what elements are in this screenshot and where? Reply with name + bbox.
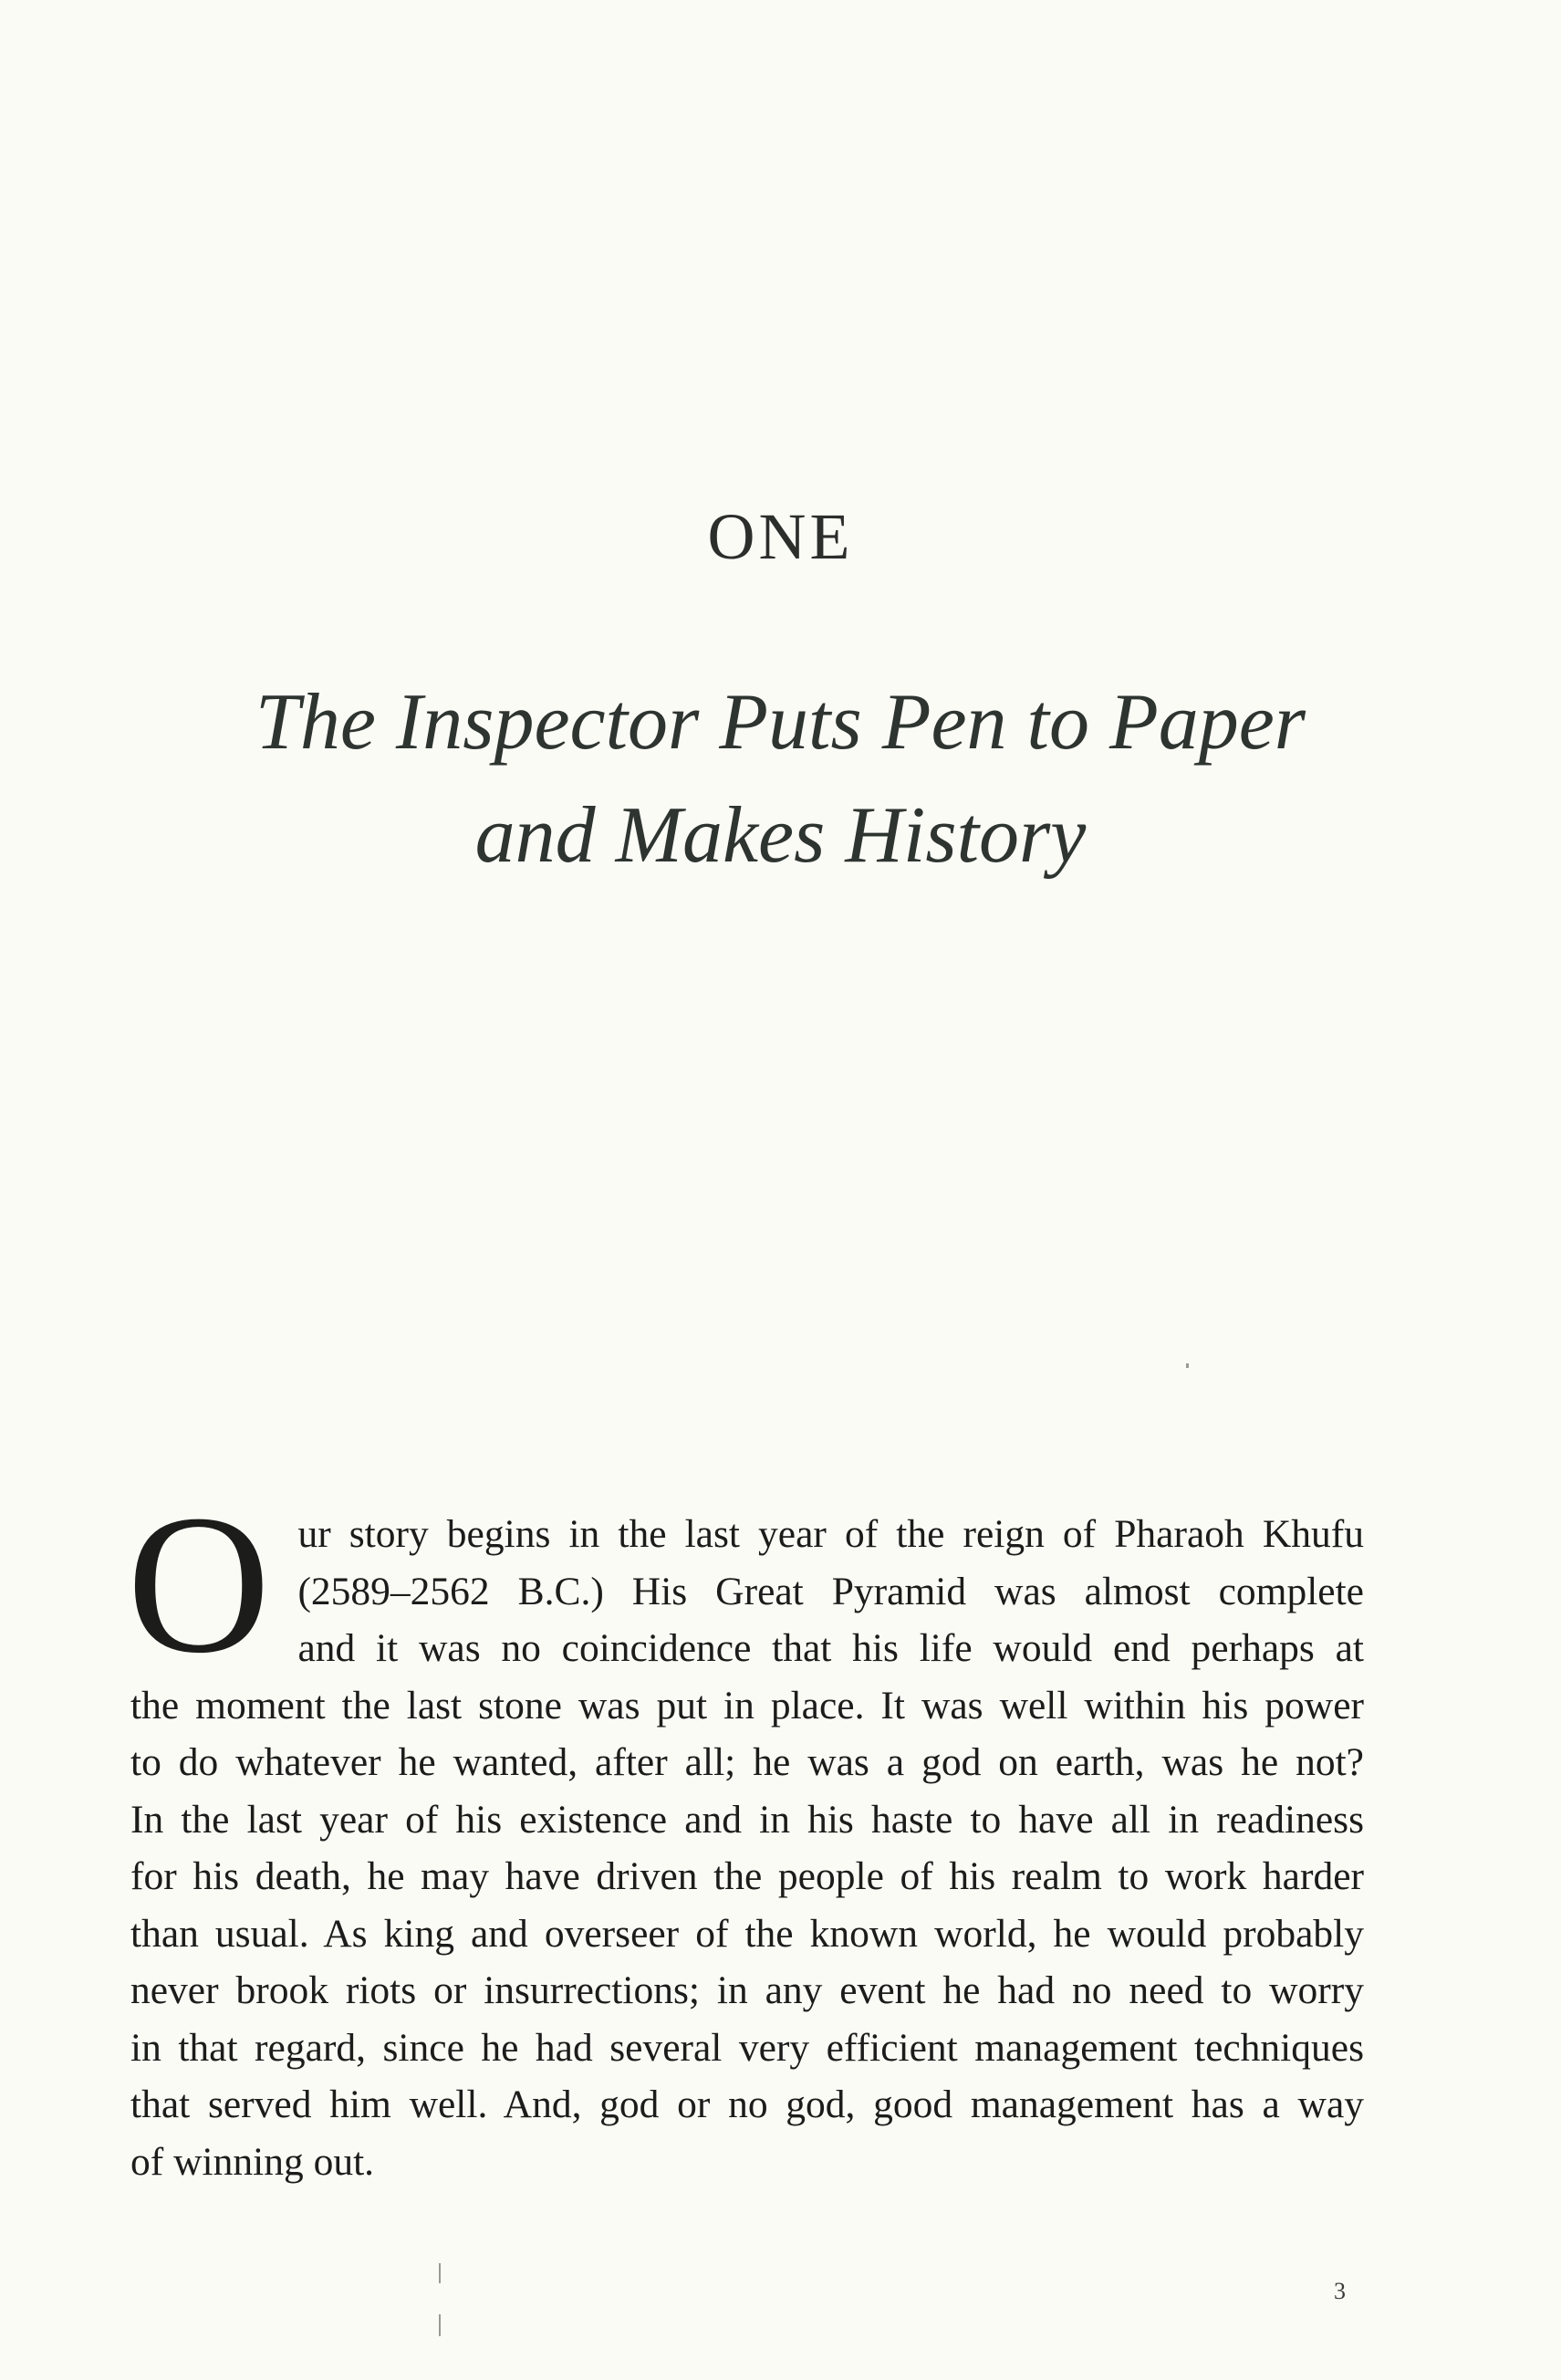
text-line: never brook riots or insurrections; in any event he had no need to worry <box>130 1968 1364 2012</box>
text-line: and it was no coincidence that his life would end perhaps at <box>297 1626 1364 1670</box>
chapter-title-line: and Makes History <box>474 791 1087 880</box>
text-line: to do whatever he wanted, after all; he was a god on earth, was he not? <box>130 1740 1364 1784</box>
text-line: of winning out. <box>130 2139 375 2184</box>
chapter-title-line: The Inspector Puts Pen to Paper <box>255 678 1306 767</box>
text-line: ur story begins in the last year of the reign of Pharaoh Khufu <box>297 1512 1364 1556</box>
drop-cap: O <box>127 1475 271 1695</box>
text-line: the moment the last stone was put in place. It was well within his power <box>130 1683 1364 1728</box>
chapter-title <box>0 666 1561 892</box>
text-line: (2589–2562 B.C.) His Great Pyramid was almost complete <box>297 1569 1364 1613</box>
scan-mark <box>1186 1363 1189 1368</box>
body-paragraph <box>127 1475 1364 2190</box>
text-line: In the last year of his existence and in his haste to have all in readiness <box>130 1797 1364 1842</box>
scan-mark <box>439 2314 441 2336</box>
text-line: in that regard, since he had several very efficient management techniques <box>130 2025 1364 2070</box>
text-line: that served him well. And, god or no god, good management has a way <box>130 2082 1364 2126</box>
text-line: than usual. As king and overseer of the known world, he would probably <box>130 1911 1364 1956</box>
chapter-number: ONE <box>707 500 854 573</box>
text-line: for his death, he may have driven the people of his realm to work harder <box>130 1854 1364 1898</box>
scan-mark <box>439 2263 441 2283</box>
page-number: 3 <box>1334 2278 1346 2304</box>
